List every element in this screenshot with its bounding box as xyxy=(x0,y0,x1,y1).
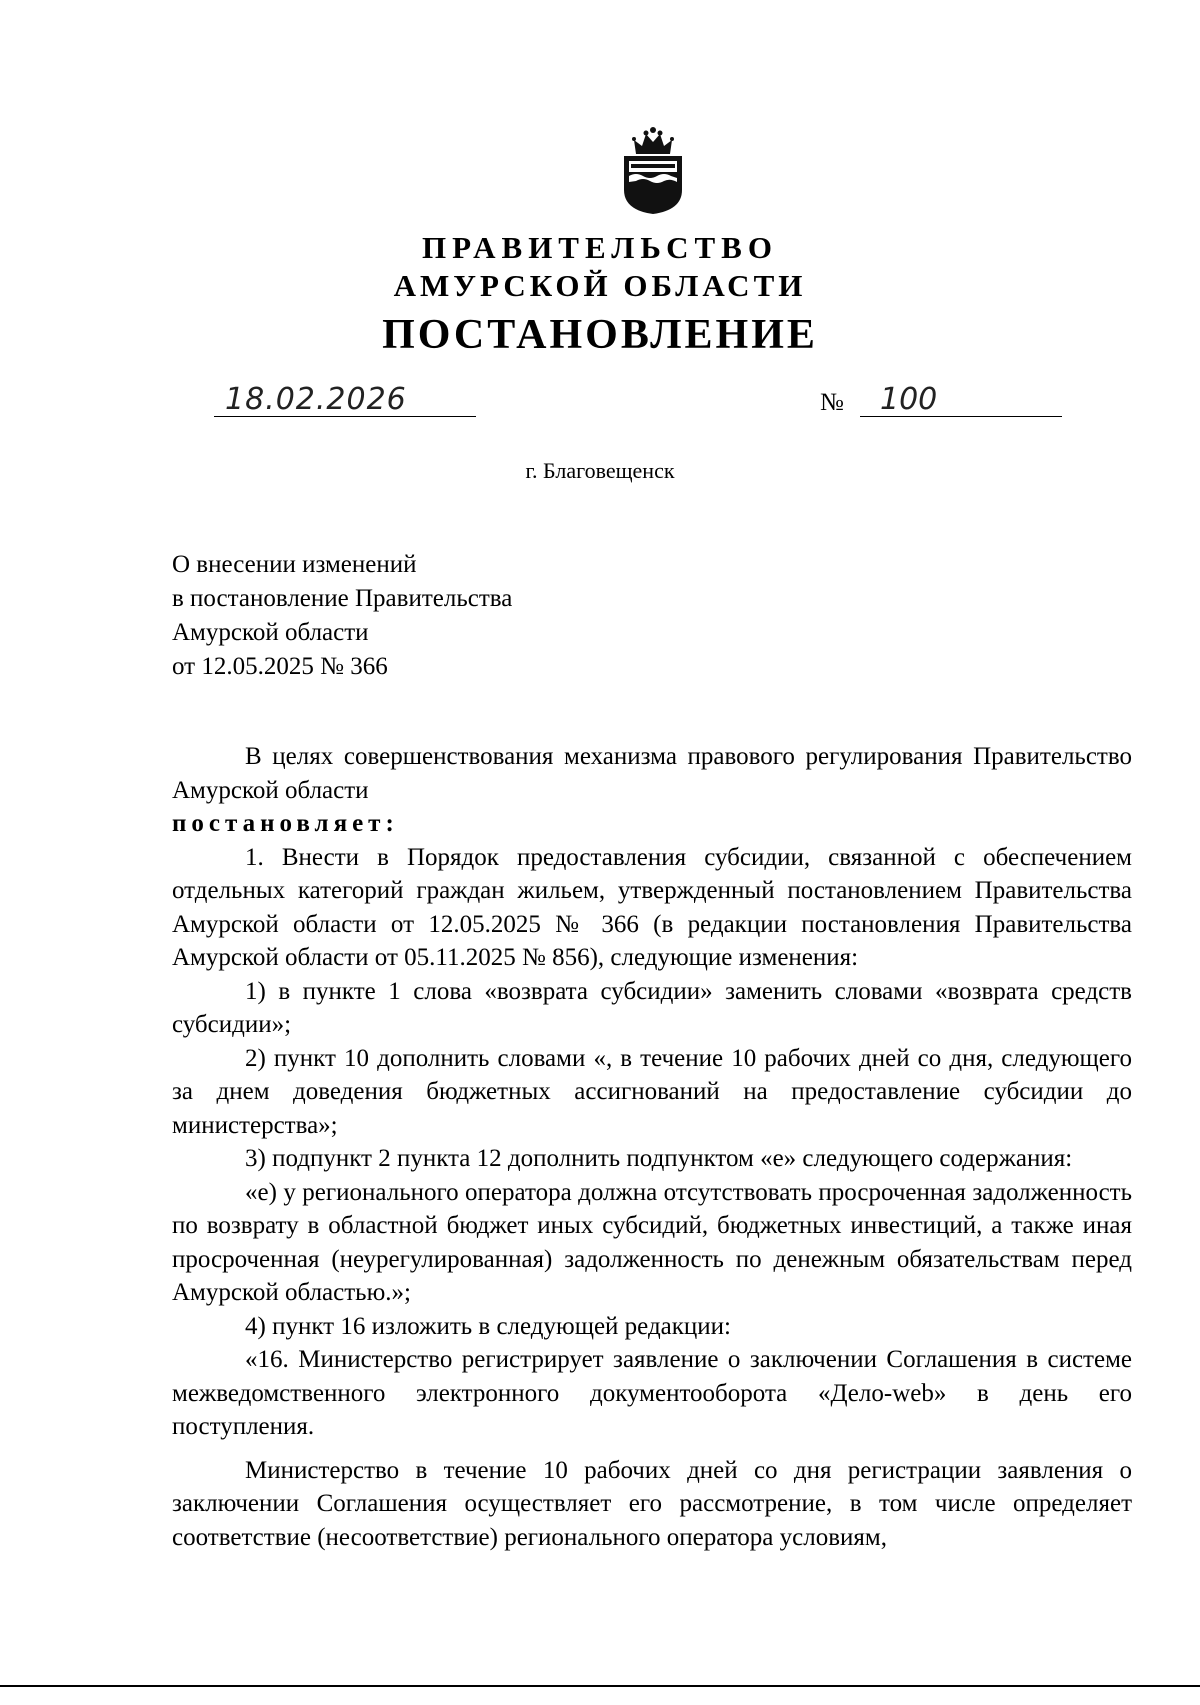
subject-line: Амурской области xyxy=(172,619,369,646)
clause-1-paragraph: 1. Внести в Порядок предоставления субсидии, связанной с обеспечением отдельных категорий граждан жильем, утвержденный постановлением Правительства Амурской области от 12.05.2025 № 366 (в редакции постановления Правительства Амурской области от 05.11.2025 № 856), следующие изменения: xyxy=(172,843,1132,971)
document-body xyxy=(172,740,1132,1554)
document-subject xyxy=(172,548,512,684)
date-underline xyxy=(214,416,476,417)
clause-16-paragraph-2: Министерство в течение 10 рабочих дней со дня регистрации заявления о заключении Соглашения осуществляет его рассмотрение, в том числе определяет соответствие (несоответствие) регионального оператора условиям, xyxy=(172,1456,1132,1551)
subclause-1-paragraph: 1) в пункте 1 слова «возврата субсидии» заменить словами «возврата средств субсидии»; xyxy=(172,977,1132,1038)
page-bottom-rule xyxy=(0,1685,1200,1687)
clause-16-paragraph-1: «16. Министерство регистрирует заявление о заключении Соглашения в системе межведомственного электронного документооборота «Дело-web» в день его поступления. xyxy=(172,1346,1132,1440)
government-title-line1: ПРАВИТЕЛЬСТВО xyxy=(422,230,778,265)
government-title-line2: АМУРСКОЙ ОБЛАСТИ xyxy=(393,268,807,303)
subject-line: от 12.05.2025 № 366 xyxy=(172,653,388,680)
document-type-title: ПОСТАНОВЛЕНИЕ xyxy=(382,312,818,358)
handwritten-number: 100 xyxy=(880,382,938,417)
preamble-paragraph: В целях совершенствования механизма правового регулирования Правительство Амурской области xyxy=(172,743,1132,804)
subclause-4-paragraph: 4) пункт 16 изложить в следующей редакции: xyxy=(245,1312,731,1340)
subclause-3-text-paragraph: «е) у регионального оператора должна отсутствовать просроченная задолженность по возврату в областной бюджет иных субсидий, бюджетных инвестиций, а также иная просроченная (неурегулированная) задолженность по денежным обязательствам перед Амурской областью.»; xyxy=(172,1178,1132,1306)
subject-line: О внесении изменений xyxy=(172,551,417,578)
subclause-3-paragraph: 3) подпункт 2 пункта 12 дополнить подпунктом «е» следующего содержания: xyxy=(245,1145,1073,1172)
number-sign: № xyxy=(820,389,844,416)
amur-region-coat-of-arms-icon xyxy=(618,124,688,216)
subject-line: в постановление Правительства xyxy=(172,585,513,612)
number-underline xyxy=(860,416,1062,417)
decree-word: постановляет: xyxy=(172,810,399,837)
handwritten-date: 18.02.2026 xyxy=(225,382,407,417)
city-name: г. Благовещенск xyxy=(525,458,675,483)
subclause-2-paragraph: 2) пункт 10 дополнить словами «, в течение 10 рабочих дней со дня, следующего за днем доведения бюджетных ассигнований на предоставление субсидии до министерства»; xyxy=(172,1044,1132,1139)
